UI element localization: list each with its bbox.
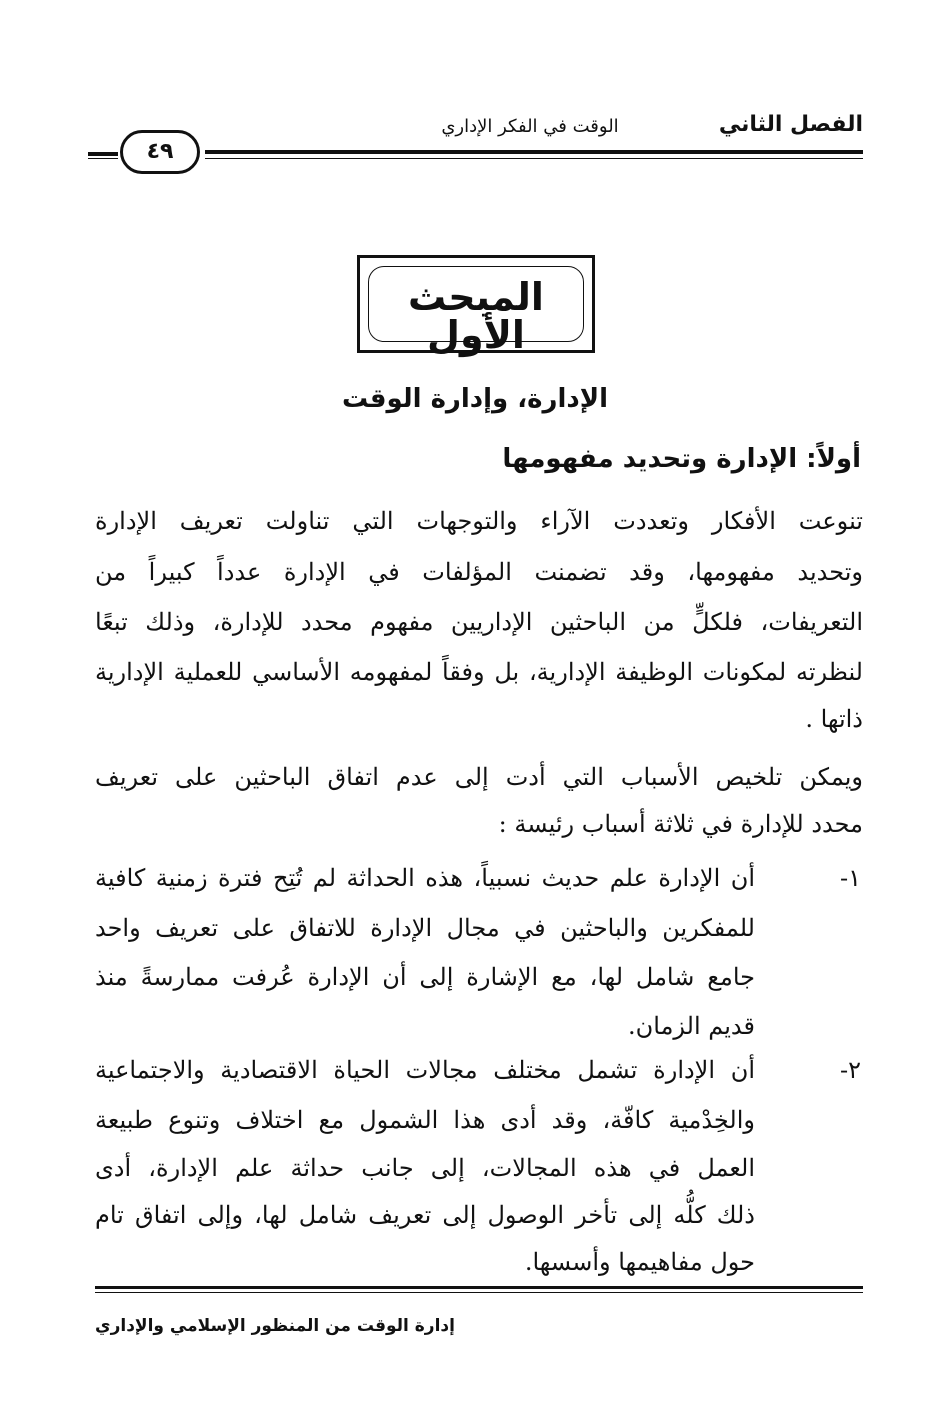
list-item-number: ٢- [840,1056,861,1084]
paragraph-line: لنظرته لمكونات الوظيفة الإدارية، بل وفقاً لمفهومه الأساسي للعملية الإدارية [95,658,863,686]
book-title-footer: إدارة الوقت من المنظور الإسلامي والإداري [95,1316,455,1336]
list-item-line: جامع شامل لها، مع الإشارة إلى أن الإدارة عُرفت ممارسةً منذ [95,963,755,991]
footer-rule [95,1286,863,1289]
list-item-line: والخِدْمية كافّة، وقد أدى هذا الشمول مع اختلاف وتنوع طبيعة [95,1106,755,1134]
page-number: ٤٩ [120,130,200,174]
section-subtitle: الإدارة، وإدارة الوقت [342,384,608,414]
paragraph-line: التعريفات، فلكلٍّ من الباحثين الإداريين مفهوم محدد للإدارة، وذلك تبعًا [95,608,863,636]
list-item-number: ١- [840,864,861,892]
list-item-line: ذلك كلُّه إلى تأخر الوصول إلى تعريف شامل لها، وإلى اتفاق تام [95,1201,755,1229]
list-item-line: للمفكرين والباحثين في مجال الإدارة للاتفاق على تعريف واحد [95,914,755,942]
list-item-line: العمل في هذه المجالات، إلى جانب حداثة علم الإدارة، أدى [95,1154,755,1182]
paragraph-line: ويمكن تلخيص الأسباب التي أدت إلى عدم اتفاق الباحثين على تعريف [95,763,863,791]
running-title: الوقت في الفكر الإداري [441,116,619,137]
list-item-line: أن الإدارة علم حديث نسبياً، هذه الحداثة لم تُتِح فترة زمنية كافية [95,864,755,892]
list-item-line: حول مفاهيمها وأسسها. [524,1248,755,1276]
footer-rule-thin [95,1292,863,1293]
paragraph-line: ذاتها . [805,705,863,733]
section-title: المبحث الأول [408,275,544,357]
list-item-line: قديم الزمان. [628,1012,755,1040]
paragraph-line: وتحديد مفهومها، وقد تضمنت المؤلفات في الإدارة عدداً كبيراً من [95,558,863,586]
chapter-label: الفصل الثاني [718,112,863,137]
header-rule-left-thin [88,158,118,159]
list-item-line: أن الإدارة تشمل مختلف مجالات الحياة الاقتصادية والاجتماعية [95,1056,755,1084]
subsection-heading: أولاً: الإدارة وتحديد مفهومها [502,444,861,474]
section-title-frame [357,255,595,357]
paragraph-line: محدد للإدارة في ثلاثة أسباب رئيسة : [498,810,863,838]
paragraph-line: تنوعت الأفكار وتعددت الآراء والتوجهات التي تناولت تعريف الإدارة [95,507,863,535]
header-rule-left [88,152,118,156]
header-rule-thin [205,158,863,159]
header-rule [205,150,863,154]
